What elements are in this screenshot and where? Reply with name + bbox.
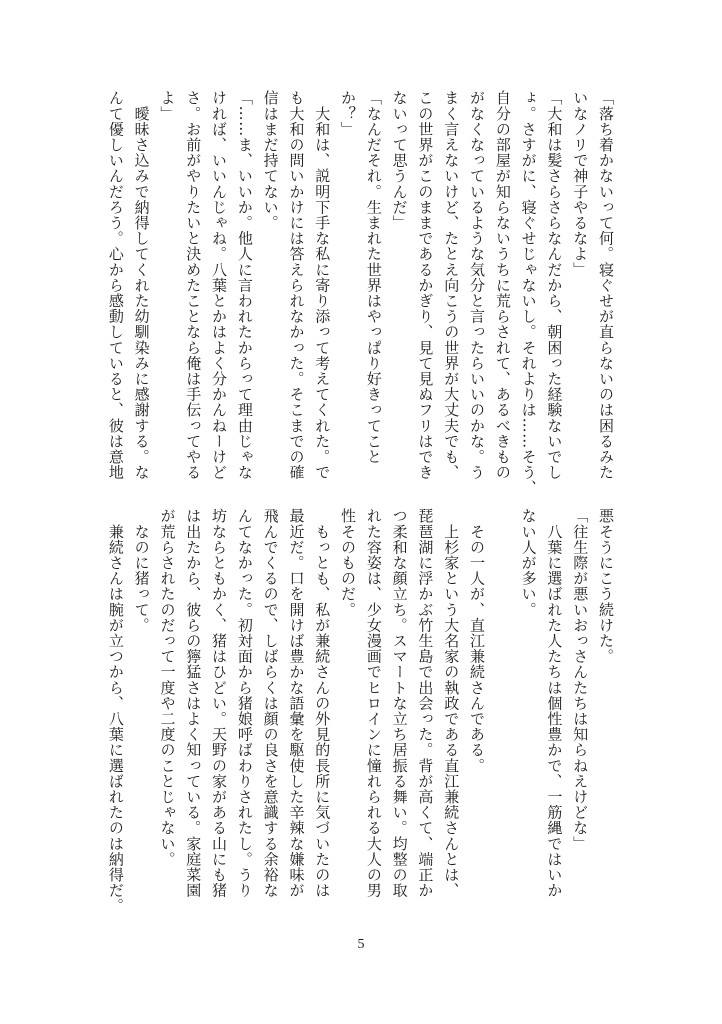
text-line: んてなかった。初対面から猪娘呼ばわりされたし。うり bbox=[235, 508, 254, 898]
text-line: もっとも、私が兼続さんの外見的長所に気づいたのは bbox=[313, 508, 332, 898]
text-block-top bbox=[102, 90, 618, 496]
text-line: 「大和は髪さらさらなんだから、朝困った経験ないでし bbox=[545, 90, 564, 480]
text-line: 八葉に選ばれた人たちは個性豊かで、一筋縄ではいか bbox=[545, 508, 564, 898]
text-line: ない人が多い。 bbox=[519, 508, 538, 618]
text-line: 「往生際が悪いおっさんたちは知らねえけどな」 bbox=[571, 508, 590, 852]
text-line: 悪そうにこう続けた。 bbox=[597, 508, 615, 664]
text-line: ければ、いいんじゃね。八葉とかはよく分かんねーけど bbox=[210, 90, 229, 480]
text-line: 最近だ。口を開けば豊かな語彙を駆使した辛辣な嫌味が bbox=[287, 508, 306, 898]
text-line: この世界がこのままであるかぎり、見て見ぬフリはでき bbox=[416, 90, 435, 480]
text-line: まく言えないけど、たとえ向こうの世界が大丈夫でも、 bbox=[442, 90, 461, 480]
text-line: ょ。さすがに、寝ぐせじゃないし。それよりは……そう、 bbox=[519, 90, 538, 496]
text-line: 「なんだそれ。生まれた世界はやっぱり好きってこと bbox=[364, 90, 383, 465]
text-line: つ柔和な顔立ち。スマートな立ち居振る舞い。均整の取 bbox=[390, 508, 409, 898]
text-line bbox=[489, 508, 515, 928]
text-line: 大和は、説明下手な私に寄り添って考えてくれた。で bbox=[313, 90, 332, 480]
text-line: 「落ち着かないって何。寝ぐせが直らないのは困るみた bbox=[597, 90, 615, 480]
text-block-bottom bbox=[102, 508, 618, 928]
text-line: は出たから、彼らの獰猛さはよく知っている。家庭菜園 bbox=[184, 508, 203, 898]
text-line: れた容姿は、少女漫画でヒロインに憧れられる大人の男 bbox=[364, 508, 383, 898]
text-line: いなノリで神子やるなよ」 bbox=[571, 90, 590, 278]
text-line: が荒らされたのだって一度や二度のことじゃない。 bbox=[158, 508, 177, 867]
page-number: 5 bbox=[357, 937, 365, 952]
text-line: 曖昧さ込みで納得してくれた幼馴染みに感謝する。な bbox=[132, 90, 151, 480]
text-line: 自分の部屋が知らないうちに荒らされて、あるべきもの bbox=[493, 90, 512, 480]
text-line: か？」 bbox=[339, 90, 358, 137]
text-line: よ」 bbox=[158, 90, 177, 122]
text-line: がなくなっているような気分と言ったらいいのかな。う bbox=[468, 90, 487, 480]
text-line: んて優しいんだろう。心から感動していると、彼は意地 bbox=[106, 90, 125, 480]
text-line: 「……ま、いいか。他人に言われたからって理由じゃな bbox=[235, 90, 254, 480]
text-line: 性そのものだ。 bbox=[339, 508, 358, 618]
text-line: も大和の問いかけには答えられなかった。そこまでの確 bbox=[287, 90, 306, 480]
text-line: なのに猪って。 bbox=[132, 508, 151, 633]
text-line: 兼続さんは腕が立つから、八葉に選ばれたのは納得だ。 bbox=[106, 508, 125, 914]
text-line: 飛んでくるので、しばらくは顔の良さを意識する余裕な bbox=[261, 508, 280, 898]
text-line: さ。お前がやりたいと決めたことなら俺は手伝ってやる bbox=[184, 90, 203, 480]
text-line: ないって思うんだ」 bbox=[390, 90, 409, 231]
text-line: 信はまだ持てない。 bbox=[261, 90, 280, 231]
text-line: 琵琶湖に浮かぶ竹生島で出会った。背が高くて、端正か bbox=[416, 508, 435, 898]
text-line: 上杉家という大名家の執政である直江兼続さんとは、 bbox=[442, 508, 461, 898]
text-line: その一人が、直江兼続さんである。 bbox=[468, 508, 487, 774]
text-line: 坊ならともかく、猪はひどい。天野の家がある山にも猪 bbox=[210, 508, 229, 898]
